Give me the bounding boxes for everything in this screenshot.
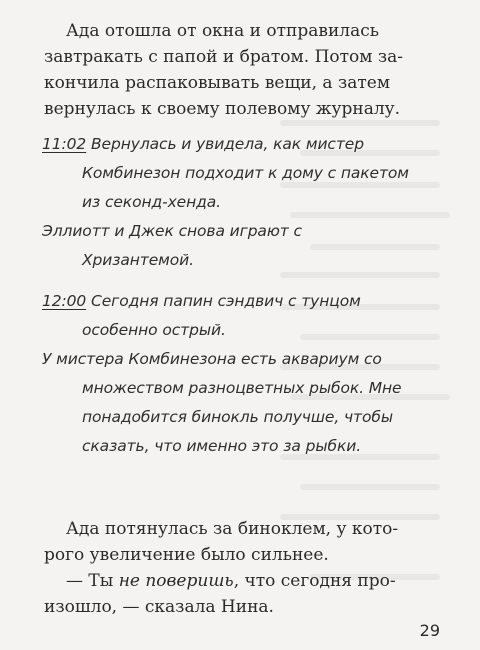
journal-entry-1200 [42, 287, 452, 461]
page-number: 29 [419, 621, 440, 640]
entry-text: особенно острый. [82, 321, 226, 339]
entry-text: Эллиотт и Джек снова играют с [42, 222, 302, 240]
text-line: кончила распаковывать вещи, а затем [44, 73, 391, 93]
entry-text: У мистера Комбинезона есть аквариум со [42, 350, 382, 368]
text-line: Ада отошла от окна и отправилась [66, 21, 380, 41]
entry-text: сказать, что именно это за рыбки. [82, 437, 362, 455]
entry-text: Сегодня папин сэндвич с тунцом [86, 292, 361, 310]
text-line: завтракать с папой и братом. Потом за- [44, 47, 404, 67]
entry-text: множеством разноцветных рыбок. Мне [82, 379, 402, 397]
entry-time: 11:02 [42, 135, 87, 153]
emphasis-text: не поверишь [118, 571, 234, 591]
entry-time: 12:00 [42, 292, 87, 310]
dialogue-line: — Ты не поверишь, что сегодня про- [66, 571, 396, 591]
entry-text: Хризантемой. [82, 251, 194, 269]
entry-text: Вернулась и увидела, как мистер [86, 135, 364, 153]
text-line: вернулась к своему полевому журналу. [44, 99, 401, 119]
text-line: Ада потянулась за биноклем, у кото- [66, 519, 399, 539]
journal-entry-1102 [42, 130, 452, 275]
intro-paragraph [44, 18, 444, 122]
closing-paragraph [44, 516, 444, 620]
entry-text: из секонд-хенда. [82, 193, 221, 211]
text-line: рого увеличение было сильнее. [44, 545, 329, 565]
text-line: изошло, — сказала Нина. [44, 597, 274, 617]
entry-text: Комбинезон подходит к дому с пакетом [82, 164, 409, 182]
entry-text: понадобится бинокль получше, чтобы [82, 408, 393, 426]
